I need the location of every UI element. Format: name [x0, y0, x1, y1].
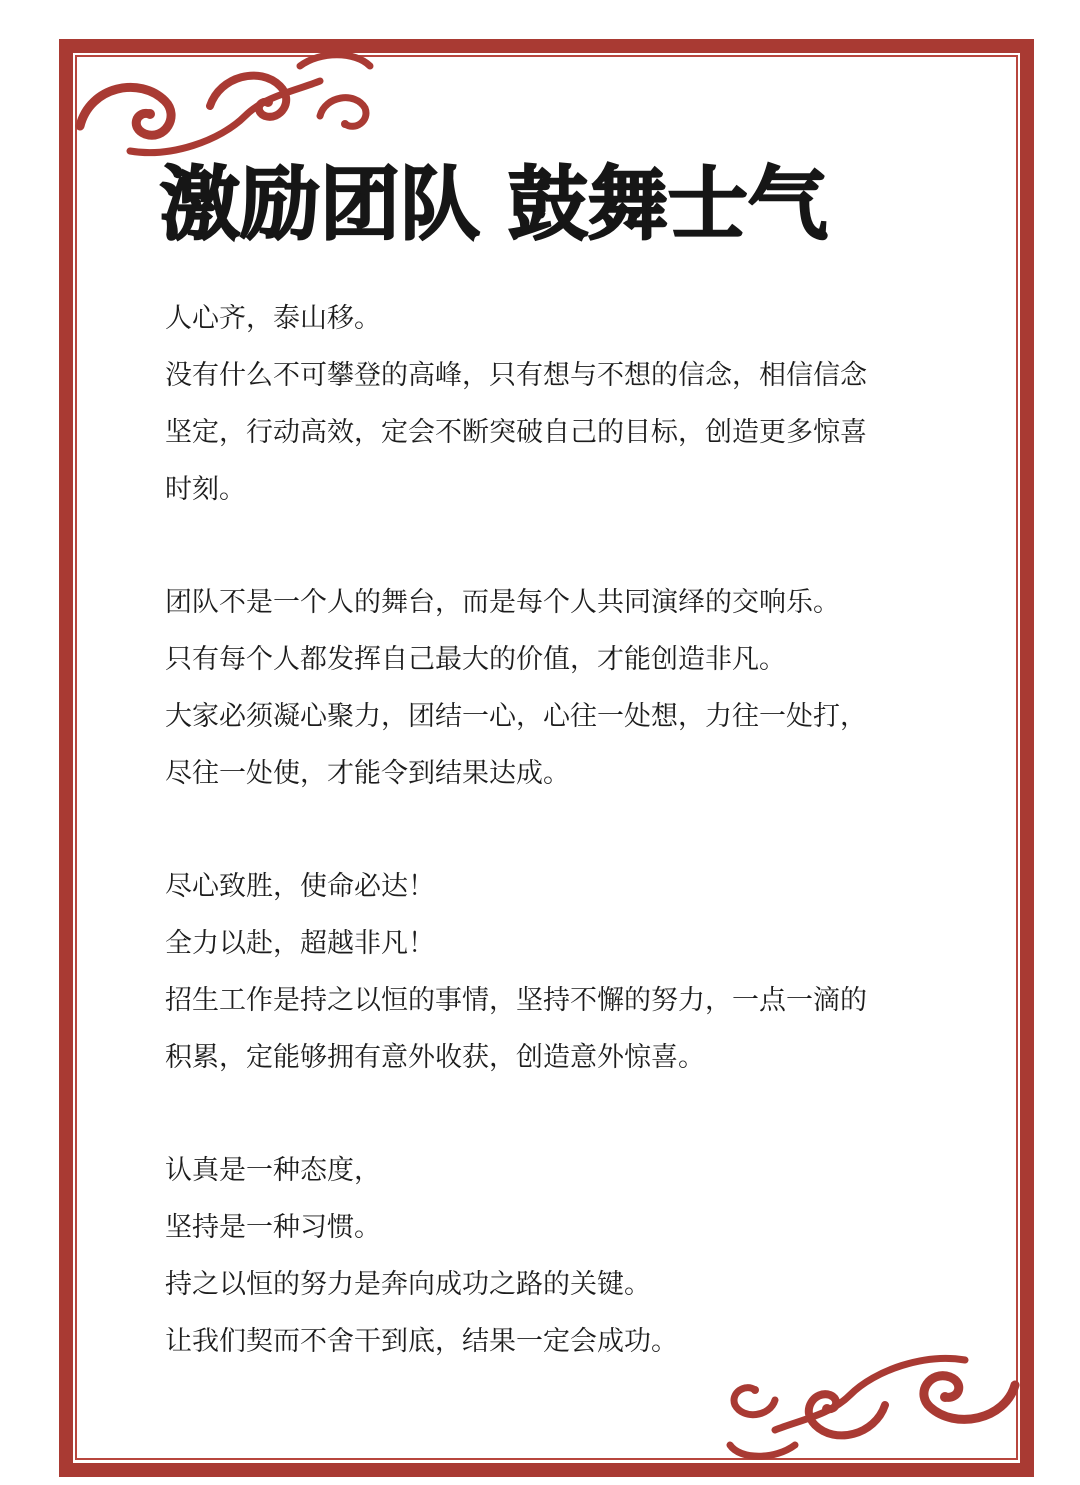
text-line: 坚持是一种习惯。: [165, 1212, 381, 1243]
paragraph-spacer: [165, 802, 925, 858]
text-line: 招生工作是持之以恒的事情，坚持不懈的努力，一点一滴的: [165, 985, 867, 1016]
paragraph-spacer: [165, 518, 925, 574]
text-line: 持之以恒的努力是奔向成功之路的关键。: [165, 1269, 651, 1300]
text-line: 认真是一种态度，: [165, 1155, 381, 1186]
page-title: 激励团队 鼓舞士气: [160, 158, 828, 251]
body-text: [165, 290, 925, 1370]
text-line: 只有每个人都发挥自己最大的价值，才能创造非凡。: [165, 644, 786, 675]
text-line: 没有什么不可攀登的高峰，只有想与不想的信念，相信信念: [165, 360, 867, 391]
text-line: 尽往一处使，才能令到结果达成。: [165, 758, 570, 789]
text-line: 全力以赴，超越非凡！: [165, 928, 435, 959]
paragraph-3: [165, 858, 925, 1086]
paragraph-spacer: [165, 1086, 925, 1142]
text-line: 团队不是一个人的舞台，而是每个人共同演绎的交响乐。: [165, 587, 840, 618]
text-line: 大家必须凝心聚力，团结一心，心往一处想，力往一处打，: [165, 701, 867, 732]
paragraph-2: [165, 574, 925, 802]
text-line: 坚定，行动高效，定会不断突破自己的目标，创造更多惊喜: [165, 417, 867, 448]
text-line: 积累，定能够拥有意外收获，创造意外惊喜。: [165, 1042, 705, 1073]
text-line: 时刻。: [165, 474, 246, 505]
text-line: 尽心致胜，使命必达！: [165, 871, 435, 902]
text-line: 让我们契而不舍干到底，结果一定会成功。: [165, 1326, 678, 1357]
paragraph-4: [165, 1142, 925, 1370]
paragraph-1: [165, 290, 925, 518]
text-line: 人心齐，泰山移。: [165, 303, 381, 334]
